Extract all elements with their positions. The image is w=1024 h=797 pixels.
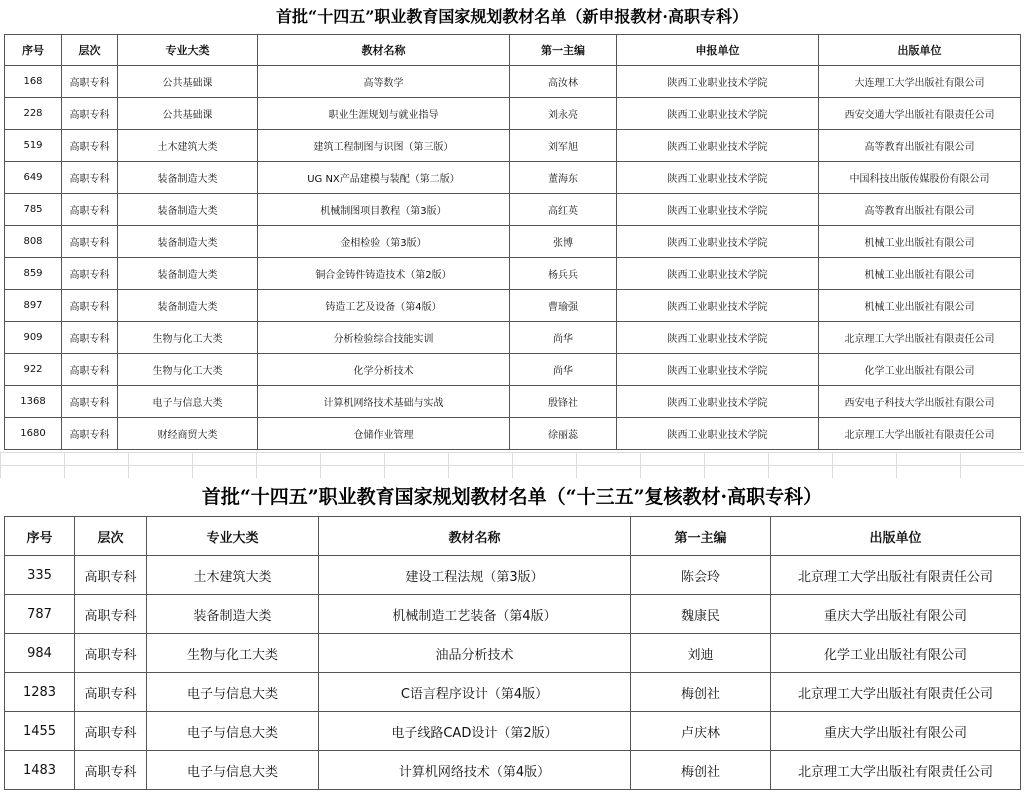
table-cell: 电子与信息大类 [118, 386, 258, 418]
table-cell: 尚华 [510, 354, 617, 386]
table2-header-row [5, 517, 1021, 556]
table-cell: 高职专科 [62, 66, 118, 98]
table-cell: C语言程序设计（第4版） [319, 673, 631, 712]
table-cell: 高职专科 [62, 162, 118, 194]
table1-header-cell: 专业大类 [118, 35, 258, 66]
table-cell: 魏康民 [631, 595, 771, 634]
table-cell: 职业生涯规划与就业指导 [258, 98, 510, 130]
table1-header-cell: 出版单位 [819, 35, 1021, 66]
table-cell: 陕西工业职业技术学院 [617, 66, 819, 98]
table-cell: 高等教育出版社有限公司 [819, 194, 1021, 226]
table-cell: 陕西工业职业技术学院 [617, 130, 819, 162]
table-cell: 装备制造大类 [118, 194, 258, 226]
table-cell: 尚华 [510, 322, 617, 354]
table-cell: 徐丽蕊 [510, 418, 617, 450]
table-cell: 梅创社 [631, 751, 771, 790]
table-cell: 梅创社 [631, 673, 771, 712]
table-row [5, 66, 1021, 98]
table-cell: 刘军旭 [510, 130, 617, 162]
table-cell: 电子与信息大类 [147, 751, 319, 790]
table-cell: 859 [5, 258, 62, 290]
table2-header-cell: 第一主编 [631, 517, 771, 556]
table-cell: 陕西工业职业技术学院 [617, 258, 819, 290]
table-row [5, 162, 1021, 194]
table-cell: 铜合金铸件铸造技术（第2版） [258, 258, 510, 290]
table-cell: 陕西工业职业技术学院 [617, 322, 819, 354]
table-cell: 曹瑜强 [510, 290, 617, 322]
table-cell: 生物与化工大类 [118, 322, 258, 354]
table-row [5, 595, 1021, 634]
table-row [5, 634, 1021, 673]
table-cell: UG NX产品建模与装配（第二版） [258, 162, 510, 194]
table-cell: 1455 [5, 712, 75, 751]
table-row [5, 386, 1021, 418]
table-cell: 909 [5, 322, 62, 354]
table-cell: 电子与信息大类 [147, 712, 319, 751]
table-cell: 土木建筑大类 [118, 130, 258, 162]
table-cell: 西安交通大学出版社有限责任公司 [819, 98, 1021, 130]
table-cell: 高职专科 [75, 673, 147, 712]
table-cell: 北京理工大学出版社有限责任公司 [819, 418, 1021, 450]
table-cell: 高职专科 [62, 386, 118, 418]
table-cell: 北京理工大学出版社有限责任公司 [771, 673, 1021, 712]
table-row [5, 226, 1021, 258]
table-cell: 重庆大学出版社有限公司 [771, 712, 1021, 751]
table-row [5, 130, 1021, 162]
table-cell: 陕西工业职业技术学院 [617, 290, 819, 322]
table-cell: 卢庆林 [631, 712, 771, 751]
table1-header-cell: 申报单位 [617, 35, 819, 66]
table-cell: 生物与化工大类 [118, 354, 258, 386]
table-cell: 高职专科 [62, 226, 118, 258]
table-cell: 1680 [5, 418, 62, 450]
table-cell: 财经商贸大类 [118, 418, 258, 450]
table-cell: 922 [5, 354, 62, 386]
table1-header-cell: 层次 [62, 35, 118, 66]
table-cell: 装备制造大类 [118, 258, 258, 290]
table-row [5, 322, 1021, 354]
table-cell: 装备制造大类 [118, 162, 258, 194]
table-cell: 大连理工大学出版社有限公司 [819, 66, 1021, 98]
table-cell: 建筑工程制图与识图（第三版） [258, 130, 510, 162]
table-cell: 北京理工大学出版社有限责任公司 [771, 751, 1021, 790]
table-cell: 984 [5, 634, 75, 673]
table-cell: 1368 [5, 386, 62, 418]
table-cell: 高汝林 [510, 66, 617, 98]
table1-title: 首批“十四五”职业教育国家规划教材名单（新申报教材·高职专科） [276, 7, 748, 26]
table-cell: 土木建筑大类 [147, 556, 319, 595]
table2-header-cell: 专业大类 [147, 517, 319, 556]
table-cell: 计算机网络技术（第4版） [319, 751, 631, 790]
table-cell: 高职专科 [75, 751, 147, 790]
table-cell: 高职专科 [62, 354, 118, 386]
table2-header-cell: 出版单位 [771, 517, 1021, 556]
table-cell: 高职专科 [62, 130, 118, 162]
table-cell: 高等教育出版社有限公司 [819, 130, 1021, 162]
table-cell: 高职专科 [75, 634, 147, 673]
table-cell: 计算机网络技术基础与实战 [258, 386, 510, 418]
table-cell: 化学工业出版社有限公司 [771, 634, 1021, 673]
table-cell: 陕西工业职业技术学院 [617, 226, 819, 258]
table-cell: 机械制造工艺装备（第4版） [319, 595, 631, 634]
table-cell: 高职专科 [75, 595, 147, 634]
table-cell: 897 [5, 290, 62, 322]
table-row [5, 751, 1021, 790]
table-cell: 1483 [5, 751, 75, 790]
table-cell: 785 [5, 194, 62, 226]
table-cell: 787 [5, 595, 75, 634]
table1-header-row [5, 35, 1021, 66]
table-cell: 电子与信息大类 [147, 673, 319, 712]
table1 [4, 34, 1021, 450]
table-cell: 装备制造大类 [118, 290, 258, 322]
table-cell: 高职专科 [62, 322, 118, 354]
table-cell: 335 [5, 556, 75, 595]
table-row [5, 258, 1021, 290]
table-cell: 刘永亮 [510, 98, 617, 130]
table2-header-cell: 序号 [5, 517, 75, 556]
table-cell: 陕西工业职业技术学院 [617, 98, 819, 130]
table-cell: 陕西工业职业技术学院 [617, 418, 819, 450]
table-cell: 中国科技出版传媒股份有限公司 [819, 162, 1021, 194]
table2-title: 首批“十四五”职业教育国家规划教材名单（“十三五”复核教材·高职专科） [201, 486, 823, 508]
table-cell: 生物与化工大类 [147, 634, 319, 673]
table-cell: 仓储作业管理 [258, 418, 510, 450]
table-cell: 建设工程法规（第3版） [319, 556, 631, 595]
table-cell: 机械工业出版社有限公司 [819, 290, 1021, 322]
table-cell: 808 [5, 226, 62, 258]
table2-header-cell: 教材名称 [319, 517, 631, 556]
table-cell: 公共基础课 [118, 98, 258, 130]
table-cell: 228 [5, 98, 62, 130]
table-cell: 机械工业出版社有限公司 [819, 226, 1021, 258]
table-row [5, 354, 1021, 386]
table-row [5, 712, 1021, 751]
table-cell: 化学工业出版社有限公司 [819, 354, 1021, 386]
table-cell: 168 [5, 66, 62, 98]
table2-header-cell: 层次 [75, 517, 147, 556]
table-cell: 陕西工业职业技术学院 [617, 162, 819, 194]
table-cell: 高职专科 [75, 712, 147, 751]
table-row [5, 673, 1021, 712]
table1-header-cell: 序号 [5, 35, 62, 66]
table-row [5, 556, 1021, 595]
table-cell: 北京理工大学出版社有限责任公司 [771, 556, 1021, 595]
table-cell: 机械制图项目教程（第3版） [258, 194, 510, 226]
table-row [5, 98, 1021, 130]
table2-section [0, 478, 1024, 797]
table-cell: 高职专科 [62, 258, 118, 290]
table-row [5, 194, 1021, 226]
table-row [5, 290, 1021, 322]
table-cell: 油品分析技术 [319, 634, 631, 673]
table-cell: 高职专科 [62, 290, 118, 322]
spreadsheet-gap [0, 452, 1024, 478]
table-cell: 649 [5, 162, 62, 194]
table-row [5, 418, 1021, 450]
table-cell: 陕西工业职业技术学院 [617, 194, 819, 226]
table-cell: 董海东 [510, 162, 617, 194]
table1-header-cell: 教材名称 [258, 35, 510, 66]
table-cell: 装备制造大类 [118, 226, 258, 258]
table-cell: 北京理工大学出版社有限责任公司 [819, 322, 1021, 354]
table-cell: 公共基础课 [118, 66, 258, 98]
table-cell: 电子线路CAD设计（第2版） [319, 712, 631, 751]
table-cell: 高职专科 [62, 418, 118, 450]
table-cell: 重庆大学出版社有限公司 [771, 595, 1021, 634]
table-cell: 高等数学 [258, 66, 510, 98]
table-cell: 化学分析技术 [258, 354, 510, 386]
table-cell: 杨兵兵 [510, 258, 617, 290]
table-cell: 西安电子科技大学出版社有限公司 [819, 386, 1021, 418]
table-cell: 分析检验综合技能实训 [258, 322, 510, 354]
table-cell: 殷锋社 [510, 386, 617, 418]
table1-header-cell: 第一主编 [510, 35, 617, 66]
table-cell: 机械工业出版社有限公司 [819, 258, 1021, 290]
table-cell: 张博 [510, 226, 617, 258]
table-cell: 陈会玲 [631, 556, 771, 595]
table-cell: 铸造工艺及设备（第4版） [258, 290, 510, 322]
table-cell: 1283 [5, 673, 75, 712]
table-cell: 519 [5, 130, 62, 162]
table-cell: 高职专科 [62, 194, 118, 226]
table-cell: 金相检验（第3版） [258, 226, 510, 258]
table2 [4, 516, 1021, 790]
table-cell: 陕西工业职业技术学院 [617, 386, 819, 418]
table-cell: 高职专科 [62, 98, 118, 130]
table-cell: 陕西工业职业技术学院 [617, 354, 819, 386]
table-cell: 刘迪 [631, 634, 771, 673]
table-cell: 高红英 [510, 194, 617, 226]
table-cell: 装备制造大类 [147, 595, 319, 634]
table-cell: 高职专科 [75, 556, 147, 595]
